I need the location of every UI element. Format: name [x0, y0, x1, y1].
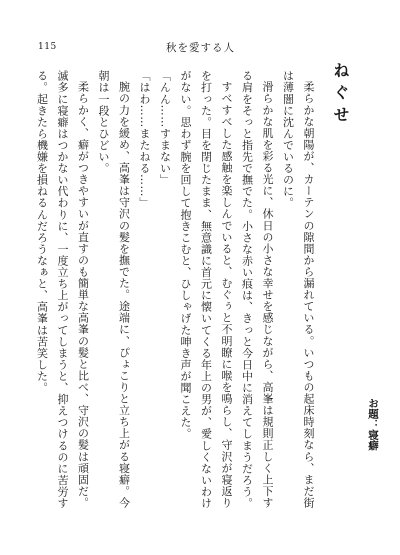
dialogue-line-1: 「んん……すまない」 — [158, 70, 172, 186]
paragraph-2: 滑らかな肌を彩る光に、休日の小さな幸せを感じながら、高峯は規則正しく上下する肩をそっと指先で撫でた。小さな赤い痕は、きっと今日中に消えてしまうだろう。 — [240, 70, 274, 509]
story-body — [35, 70, 318, 510]
paragraph-5: 柔らかく、癖がつきやすいが直すのも簡単な高峯の髪と比べ、守沢の髪は頑固だ。滅多に寝癖はつかない代わりに、一度立ち上がってしまうと、抑えつけるのに苦労する。起きたら機嫌を損ねるんだろうなぁと、高峯は苦笑した。 — [35, 70, 90, 509]
dialogue-line-2: 「はわ……またねる……」 — [138, 70, 151, 209]
story-title: ねぐせ — [331, 62, 350, 128]
running-title: 秋を愛する人 — [166, 42, 235, 54]
page-number: 115 — [38, 42, 57, 52]
paragraph-3: すべすべした感触を楽しんでいると、むぐぅと不明瞭に喉を鳴らし、守沢が寝返りを打った。目を閉じたまま、無意識に首元に懐いてくる年上の男が、愛しくないわけがない。思わず腕を回して抱きこむと、ひしゃげた呻き声が聞こえた。 — [179, 70, 233, 509]
paragraph-1: 柔らかな朝陽が、カーテンの隙間から漏れている。いつもの起床時刻なら、まだ街は薄闇に沈んでいるのに。 — [281, 70, 315, 509]
theme-label: お題：寝癖 — [367, 398, 379, 451]
paragraph-4: 腕の力を緩め、高峯は守沢の髪を撫でた。途端に、ぴょこりと立ち上がる寝癖。今朝は一段とひどい。 — [97, 70, 131, 509]
